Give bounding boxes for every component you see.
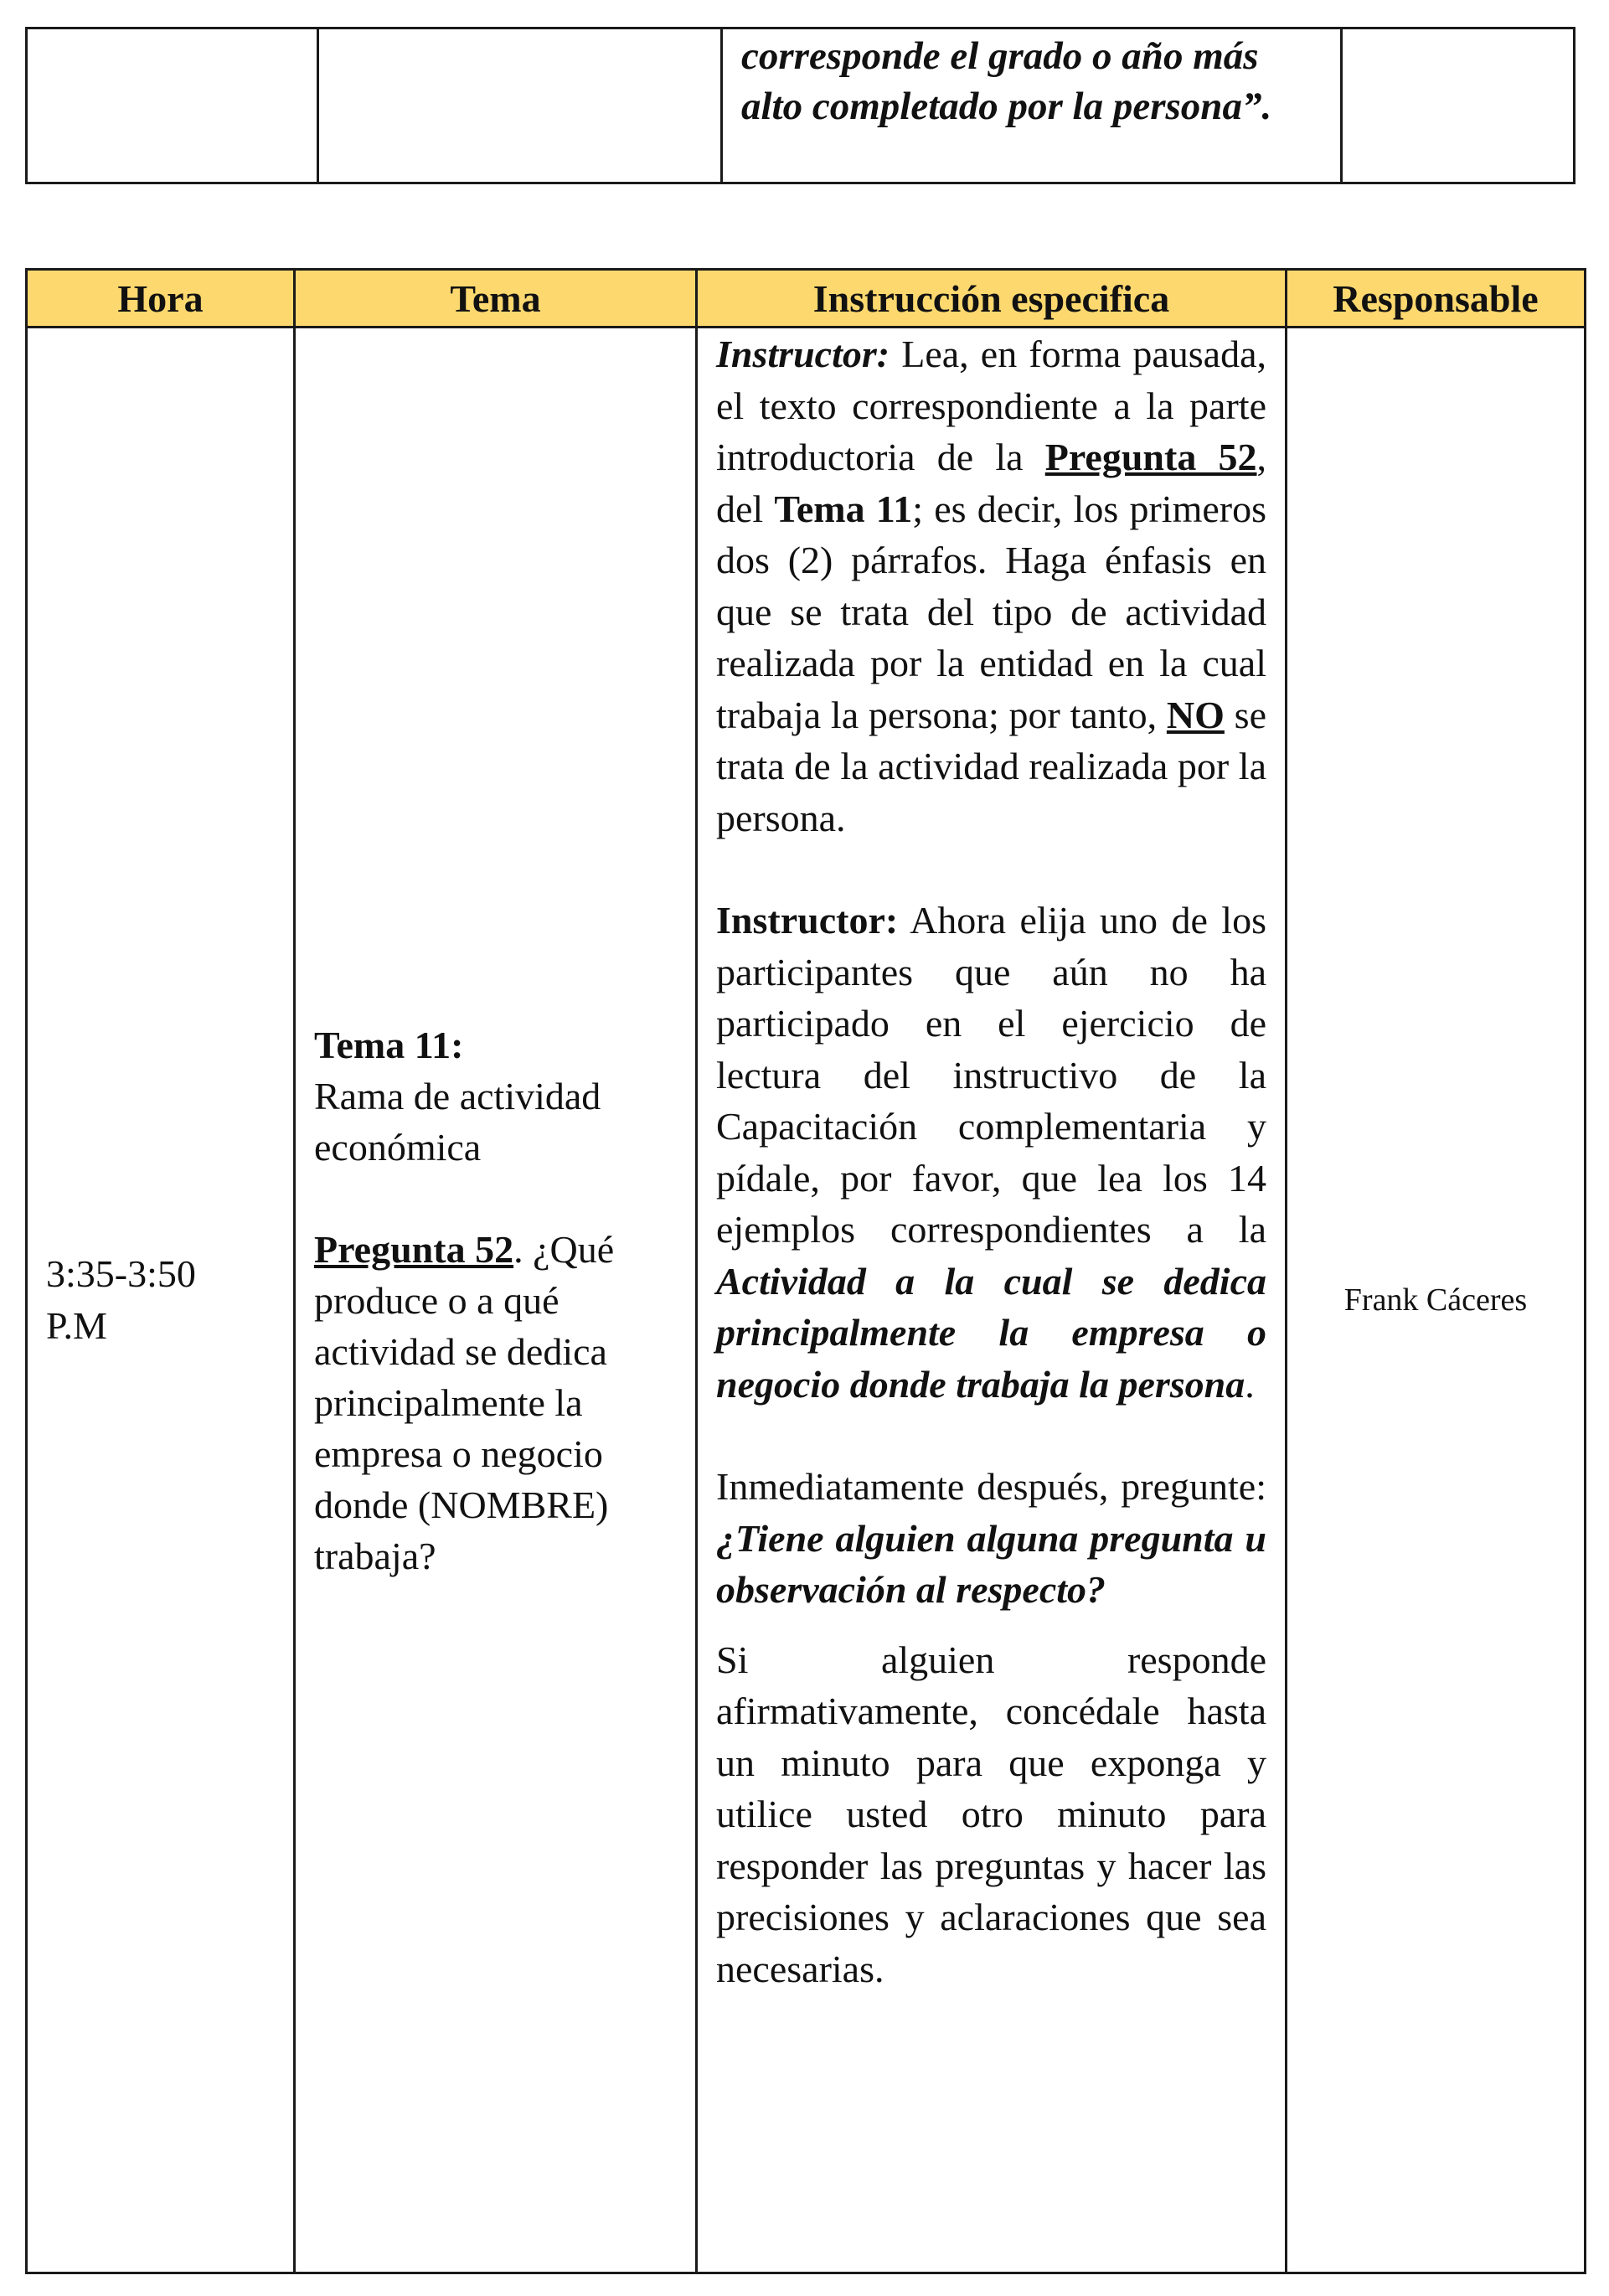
responsable-name: Frank Cáceres [1343, 1282, 1528, 1318]
instruction-text: Lea, en forma pausada, el texto correspondiente a la parte introductoria de la [716, 333, 1266, 478]
instruction-text: se trata de la actividad realizada por la persona. [716, 693, 1266, 839]
spacer [314, 1173, 683, 1224]
instruction-paragraph-3 [716, 1461, 1266, 1616]
column-header-tema: Tema [295, 270, 697, 328]
instruction-paragraph-2 [716, 895, 1266, 1410]
question-label: Pregunta 52 [314, 1227, 514, 1271]
column-header-instruccion: Instrucción especifica [697, 270, 1287, 328]
hora-period: P.M [46, 1304, 107, 1347]
instruction-text: ; es decir, los primeros dos (2) párrafos. Haga énfasis en que se trata del tipo de actividad realizada por la entidad en la cual trabaja la persona; por tanto, [716, 487, 1267, 736]
table-cell-empty [1342, 28, 1575, 183]
question-text: . ¿Qué produce o a qué actividad se dedica principalmente la empresa o negocio donde (NOMBRE) trabaja? [314, 1227, 615, 1577]
column-header-hora: Hora [27, 270, 295, 328]
instruction-text: , del [716, 436, 1266, 530]
instructor-label: Instructor: [716, 899, 899, 942]
spacer [716, 1616, 1266, 1634]
instruction-text: Inmediatamente después, pregunte: [716, 1465, 1266, 1508]
question-prompt: ¿Tiene alguien alguna pregunta u observación al respecto? [716, 1516, 1266, 1611]
table-cell-instruction-fragment [722, 28, 1342, 183]
table-row [27, 328, 1586, 2273]
activity-reference: Actividad a la cual se dedica principalmente la empresa o negocio donde trabaja la persona [716, 1259, 1266, 1406]
tema-cell [295, 328, 697, 2273]
tema-subtitle: Rama de actividad económica [314, 1074, 601, 1169]
spacer [716, 1410, 1266, 1461]
instruccion-cell [697, 328, 1287, 2273]
topic-reference: Tema 11 [774, 487, 913, 530]
tema-title: Tema 11: [314, 1023, 464, 1066]
table-cell-empty [27, 28, 318, 183]
schedule-table [25, 268, 1586, 2274]
emphasis-no: NO [1166, 693, 1225, 736]
instruction-paragraph-4: Si alguien responde afirmativamente, concédale hasta un minuto para que exponga y utilice usted otro minuto para responder las preguntas y hacer las precisiones y aclaraciones que sea necesarias. [716, 1638, 1266, 1990]
instruction-text: Ahora elija uno de los participantes que aún no ha participado en el ejercicio de lectura del instructivo de la Capacitación complementaria y pídale, por favor, que lea los 14 ejemplos correspondientes a la [716, 899, 1266, 1251]
hora-time: 3:35-3:50 [46, 1252, 196, 1295]
instruction-paragraph-1 [716, 328, 1266, 844]
table-header-row [27, 270, 1586, 328]
instruction-fragment-text: corresponde el grado o año más alto completado por la persona”. [741, 34, 1272, 128]
table-cell-empty [318, 28, 722, 183]
column-header-responsable: Responsable [1287, 270, 1586, 328]
responsable-cell [1287, 328, 1586, 2273]
question-reference: Pregunta 52 [1044, 436, 1257, 478]
instruction-text: . [1245, 1362, 1255, 1406]
tema-question [314, 1224, 683, 1581]
instructor-label: Instructor: [716, 333, 890, 375]
hora-cell [27, 328, 295, 2273]
table-row [27, 28, 1575, 183]
previous-table-fragment [25, 27, 1575, 184]
spacer [716, 844, 1266, 895]
